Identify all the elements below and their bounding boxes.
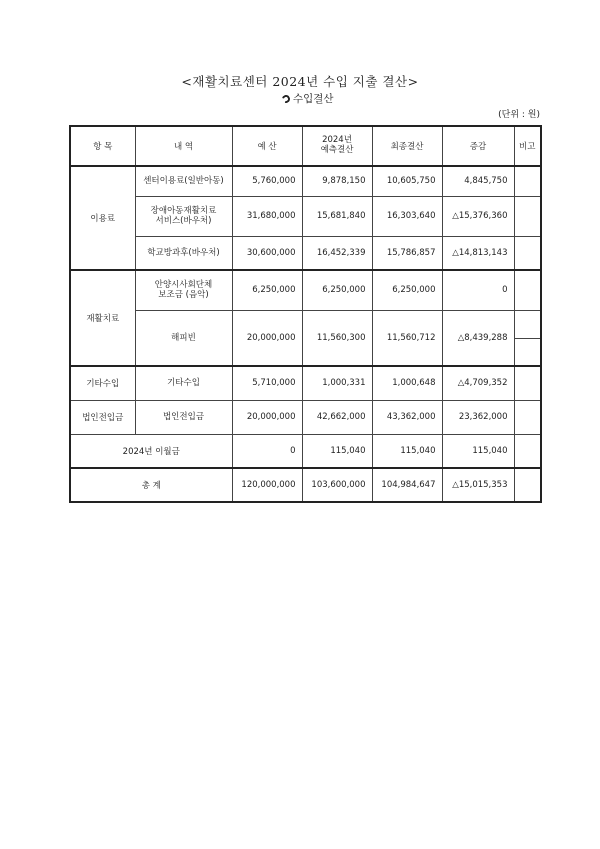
header-change: 증감 (442, 126, 514, 166)
row-change: 4,845,750 (442, 166, 514, 196)
table-row (70, 434, 541, 468)
table-row (70, 400, 541, 434)
group-rehab: 재활치료 (70, 270, 135, 366)
unit-label: (단위 : 원) (498, 110, 540, 120)
row-budget: 20,000,000 (232, 310, 302, 366)
row-item: 2024년 이월금 (70, 434, 232, 468)
total-change: △15,015,353 (442, 468, 514, 502)
table-row (70, 196, 541, 236)
row-forecast: 42,662,000 (302, 400, 372, 434)
row-note (514, 400, 541, 434)
total-final: 104,984,647 (372, 468, 442, 502)
subtitle-text: 수입결산 (293, 93, 334, 105)
document-title: <재활치료센터 2024년 수입 지출 결산> (181, 74, 419, 89)
row-final: 11,560,712 (372, 310, 442, 366)
row-budget: 5,760,000 (232, 166, 302, 196)
row-forecast: 1,000,331 (302, 366, 372, 400)
row-final: 1,000,648 (372, 366, 442, 400)
row-forecast: 16,452,339 (302, 236, 372, 270)
row-forecast: 11,560,300 (302, 310, 372, 366)
total-row (70, 468, 541, 502)
row-budget: 30,600,000 (232, 236, 302, 270)
header-final: 최종결산 (372, 126, 442, 166)
total-forecast: 103,600,000 (302, 468, 372, 502)
row-detail: 기타수입 (135, 366, 232, 400)
row-budget: 31,680,000 (232, 196, 302, 236)
row-item: 기타수입 (70, 366, 135, 400)
row-change: △15,376,360 (442, 196, 514, 236)
row-change: △8,439,288 (442, 310, 514, 366)
row-note (514, 270, 541, 310)
section-subtitle (282, 91, 334, 106)
row-change: △4,709,352 (442, 366, 514, 400)
row-change: 23,362,000 (442, 400, 514, 434)
row-final: 15,786,857 (372, 236, 442, 270)
row-detail: 안양시사회단체 보조금 (음악) (135, 270, 232, 310)
total-note (514, 468, 541, 502)
row-detail: 장애아동재활치료 서비스(바우처) (135, 196, 232, 236)
header-detail: 내 역 (135, 126, 232, 166)
table-row (70, 236, 541, 270)
row-budget: 0 (232, 434, 302, 468)
row-note (514, 236, 541, 270)
header-budget: 예 산 (232, 126, 302, 166)
row-detail: 센터이용료(일반아동) (135, 166, 232, 196)
total-budget: 120,000,000 (232, 468, 302, 502)
row-final: 43,362,000 (372, 400, 442, 434)
row-forecast: 115,040 (302, 434, 372, 468)
note-divider (515, 338, 541, 339)
row-change: △14,813,143 (442, 236, 514, 270)
row-final: 10,605,750 (372, 166, 442, 196)
table-row (70, 310, 541, 366)
row-detail: 법인전입금 (135, 400, 232, 434)
row-item: 법인전입금 (70, 400, 135, 434)
row-note (514, 366, 541, 400)
row-change: 115,040 (442, 434, 514, 468)
header-note: 비고 (514, 126, 541, 166)
row-note (514, 166, 541, 196)
row-change: 0 (442, 270, 514, 310)
row-forecast: 6,250,000 (302, 270, 372, 310)
circle-bullet-icon (281, 93, 292, 104)
table-row (70, 366, 541, 400)
row-forecast: 9,878,150 (302, 166, 372, 196)
table-header-row (70, 126, 541, 166)
header-forecast: 2024년 예측결산 (302, 126, 372, 166)
table-row (70, 166, 541, 196)
row-final: 115,040 (372, 434, 442, 468)
row-budget: 20,000,000 (232, 400, 302, 434)
row-note (514, 434, 541, 468)
row-detail: 학교방과후(바우처) (135, 236, 232, 270)
table-row (70, 270, 541, 310)
total-label: 총 계 (70, 468, 232, 502)
header-item: 항 목 (70, 126, 135, 166)
row-budget: 5,710,000 (232, 366, 302, 400)
row-budget: 6,250,000 (232, 270, 302, 310)
row-final: 16,303,640 (372, 196, 442, 236)
income-settlement-table (69, 125, 542, 503)
row-note (514, 196, 541, 236)
row-final: 6,250,000 (372, 270, 442, 310)
row-forecast: 15,681,840 (302, 196, 372, 236)
group-fee: 이용료 (70, 166, 135, 270)
row-note (514, 310, 541, 366)
row-detail: 해피빈 (135, 310, 232, 366)
